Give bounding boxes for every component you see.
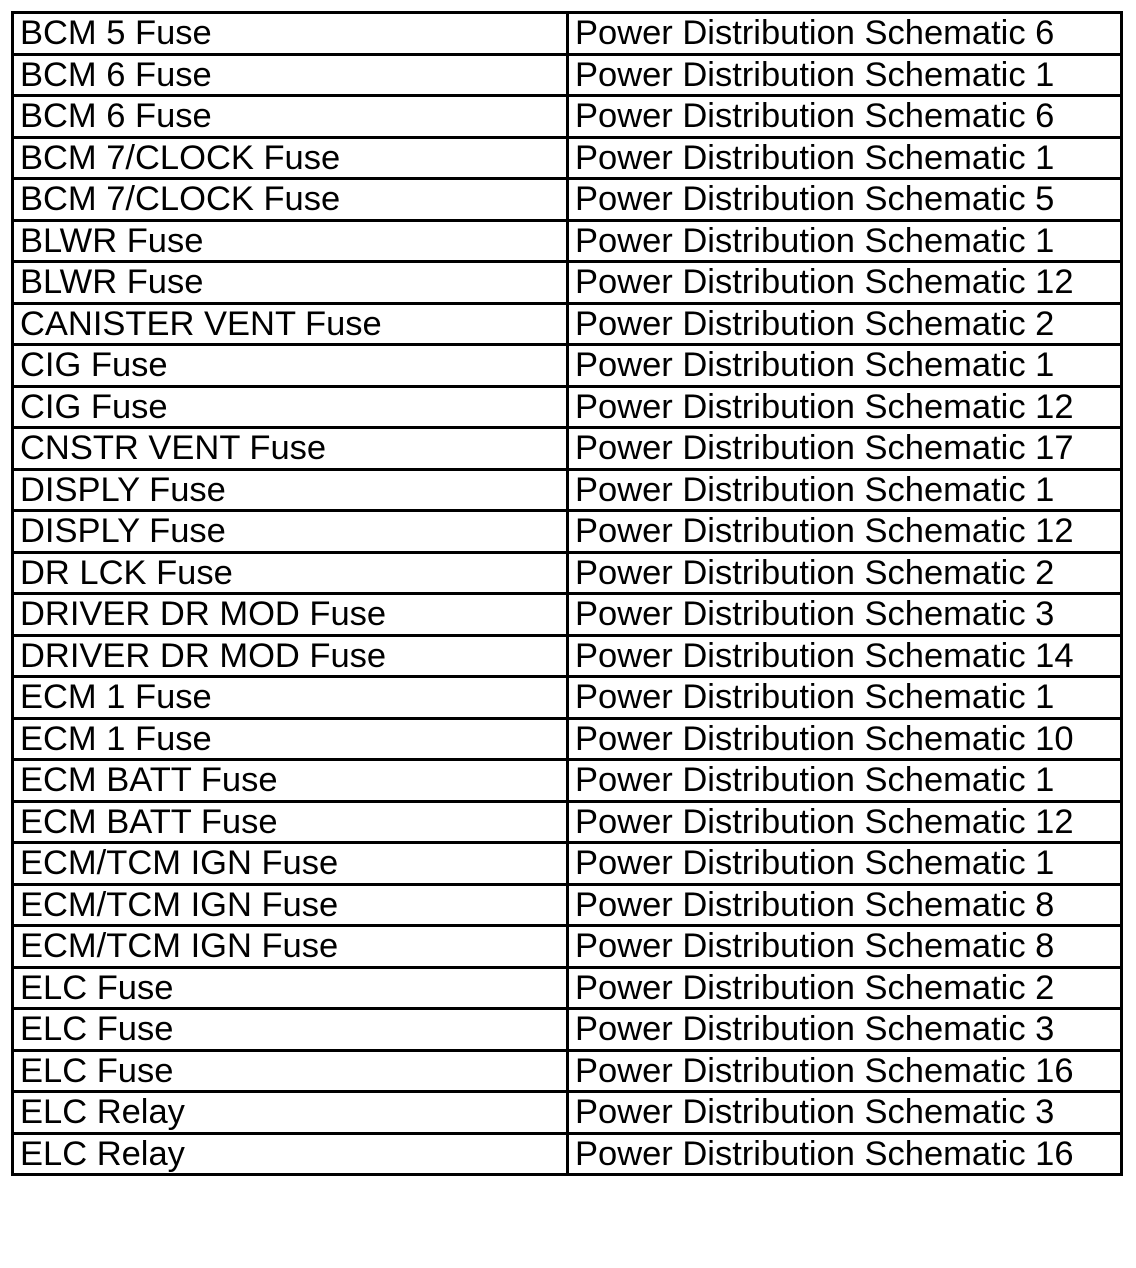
table-row bbox=[13, 54, 1122, 96]
table-row bbox=[13, 386, 1122, 428]
schematic-reference-cell: Power Distribution Schematic 1 bbox=[568, 469, 1122, 511]
table-row bbox=[13, 843, 1122, 885]
table-row bbox=[13, 594, 1122, 636]
schematic-reference-cell: Power Distribution Schematic 1 bbox=[568, 760, 1122, 802]
schematic-reference-cell: Power Distribution Schematic 3 bbox=[568, 1009, 1122, 1051]
component-name-cell: BLWR Fuse bbox=[13, 220, 568, 262]
component-name-cell: CANISTER VENT Fuse bbox=[13, 303, 568, 345]
table-row bbox=[13, 511, 1122, 553]
component-name-cell: DR LCK Fuse bbox=[13, 552, 568, 594]
table-row bbox=[13, 926, 1122, 968]
table-row bbox=[13, 801, 1122, 843]
schematic-reference-cell: Power Distribution Schematic 1 bbox=[568, 220, 1122, 262]
table-row bbox=[13, 13, 1122, 55]
table-row bbox=[13, 1050, 1122, 1092]
schematic-reference-cell: Power Distribution Schematic 5 bbox=[568, 179, 1122, 221]
table-row bbox=[13, 1133, 1122, 1175]
component-name-cell: ECM BATT Fuse bbox=[13, 760, 568, 802]
table-row bbox=[13, 552, 1122, 594]
table-row bbox=[13, 96, 1122, 138]
component-name-cell: CIG Fuse bbox=[13, 345, 568, 387]
fuse-schematic-table bbox=[11, 11, 1123, 1176]
component-name-cell: DRIVER DR MOD Fuse bbox=[13, 594, 568, 636]
component-name-cell: ELC Fuse bbox=[13, 1009, 568, 1051]
schematic-reference-cell: Power Distribution Schematic 3 bbox=[568, 1092, 1122, 1134]
schematic-reference-cell: Power Distribution Schematic 12 bbox=[568, 511, 1122, 553]
schematic-reference-cell: Power Distribution Schematic 6 bbox=[568, 96, 1122, 138]
table-row bbox=[13, 220, 1122, 262]
schematic-reference-cell: Power Distribution Schematic 3 bbox=[568, 594, 1122, 636]
component-name-cell: DRIVER DR MOD Fuse bbox=[13, 635, 568, 677]
schematic-reference-cell: Power Distribution Schematic 8 bbox=[568, 926, 1122, 968]
schematic-reference-cell: Power Distribution Schematic 17 bbox=[568, 428, 1122, 470]
schematic-reference-cell: Power Distribution Schematic 10 bbox=[568, 718, 1122, 760]
component-name-cell: CIG Fuse bbox=[13, 386, 568, 428]
schematic-reference-cell: Power Distribution Schematic 1 bbox=[568, 54, 1122, 96]
table-row bbox=[13, 137, 1122, 179]
component-name-cell: BCM 6 Fuse bbox=[13, 54, 568, 96]
component-name-cell: ECM/TCM IGN Fuse bbox=[13, 843, 568, 885]
schematic-reference-cell: Power Distribution Schematic 2 bbox=[568, 552, 1122, 594]
table-row bbox=[13, 760, 1122, 802]
component-name-cell: BCM 5 Fuse bbox=[13, 13, 568, 55]
component-name-cell: ELC Relay bbox=[13, 1092, 568, 1134]
schematic-reference-cell: Power Distribution Schematic 1 bbox=[568, 137, 1122, 179]
schematic-reference-cell: Power Distribution Schematic 16 bbox=[568, 1050, 1122, 1092]
schematic-reference-cell: Power Distribution Schematic 14 bbox=[568, 635, 1122, 677]
schematic-reference-cell: Power Distribution Schematic 8 bbox=[568, 884, 1122, 926]
component-name-cell: ELC Fuse bbox=[13, 967, 568, 1009]
schematic-reference-cell: Power Distribution Schematic 1 bbox=[568, 677, 1122, 719]
schematic-reference-cell: Power Distribution Schematic 6 bbox=[568, 13, 1122, 55]
schematic-reference-cell: Power Distribution Schematic 12 bbox=[568, 262, 1122, 304]
component-name-cell: ECM 1 Fuse bbox=[13, 718, 568, 760]
component-name-cell: BLWR Fuse bbox=[13, 262, 568, 304]
component-name-cell: ECM 1 Fuse bbox=[13, 677, 568, 719]
table-row bbox=[13, 884, 1122, 926]
component-name-cell: ECM/TCM IGN Fuse bbox=[13, 926, 568, 968]
component-name-cell: ECM BATT Fuse bbox=[13, 801, 568, 843]
component-name-cell: BCM 7/CLOCK Fuse bbox=[13, 179, 568, 221]
schematic-reference-cell: Power Distribution Schematic 16 bbox=[568, 1133, 1122, 1175]
component-name-cell: ELC Fuse bbox=[13, 1050, 568, 1092]
component-name-cell: DISPLY Fuse bbox=[13, 469, 568, 511]
table-row bbox=[13, 635, 1122, 677]
component-name-cell: DISPLY Fuse bbox=[13, 511, 568, 553]
schematic-reference-cell: Power Distribution Schematic 2 bbox=[568, 303, 1122, 345]
component-name-cell: CNSTR VENT Fuse bbox=[13, 428, 568, 470]
table-row bbox=[13, 967, 1122, 1009]
table-row bbox=[13, 179, 1122, 221]
table-body bbox=[13, 13, 1122, 1175]
table-row bbox=[13, 469, 1122, 511]
schematic-reference-cell: Power Distribution Schematic 2 bbox=[568, 967, 1122, 1009]
component-name-cell: ECM/TCM IGN Fuse bbox=[13, 884, 568, 926]
component-name-cell: BCM 6 Fuse bbox=[13, 96, 568, 138]
schematic-reference-cell: Power Distribution Schematic 12 bbox=[568, 386, 1122, 428]
table-row bbox=[13, 718, 1122, 760]
table-row bbox=[13, 303, 1122, 345]
table-row bbox=[13, 428, 1122, 470]
table-row bbox=[13, 345, 1122, 387]
schematic-reference-cell: Power Distribution Schematic 1 bbox=[568, 843, 1122, 885]
table-row bbox=[13, 1092, 1122, 1134]
schematic-reference-cell: Power Distribution Schematic 1 bbox=[568, 345, 1122, 387]
component-name-cell: ELC Relay bbox=[13, 1133, 568, 1175]
table-row bbox=[13, 262, 1122, 304]
component-name-cell: BCM 7/CLOCK Fuse bbox=[13, 137, 568, 179]
schematic-reference-cell: Power Distribution Schematic 12 bbox=[568, 801, 1122, 843]
table-row bbox=[13, 677, 1122, 719]
table-row bbox=[13, 1009, 1122, 1051]
